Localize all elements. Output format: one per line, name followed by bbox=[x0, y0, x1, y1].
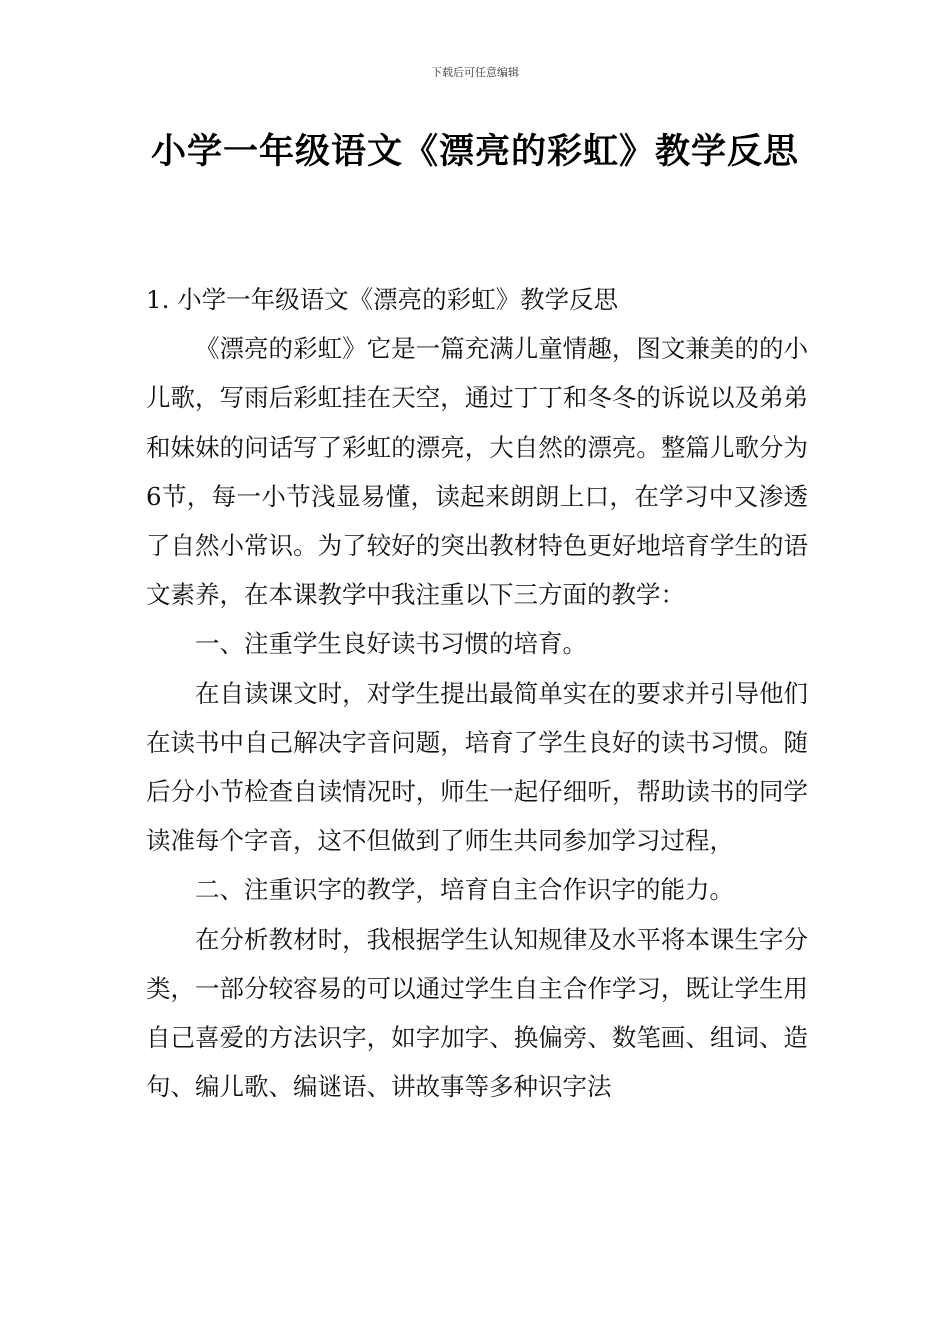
document-body bbox=[146, 275, 808, 1111]
paragraph-intro: 《漂亮的彩虹》它是一篇充满儿童情趣，图文兼美的的小儿歌，写雨后彩虹挂在天空，通过丁丁和冬冬的诉说以及弟弟和妹妹的问话写了彩虹的漂亮，大自然的漂亮。整篇儿歌分为6节，每一小节浅显易懂，读起来朗朗上口，在学习中又渗透了自然小常识。为了较好的突出教材特色更好地培育学生的语文素养，在本课教学中我注重以下三方面的教学： bbox=[146, 334, 808, 610]
paragraph-reading-habits: 在自读课文时，对学生提出最简单实在的要求并引导他们在读书中自己解决字音问题，培育了学生良好的读书习惯。随后分小节检查自读情况时，师生一起仔细听，帮助读书的同学读准每个字音，这不但做到了师生共同参加学习过程， bbox=[146, 678, 808, 856]
subheading-reading-habits: 一、注重学生良好读书习惯的培育。 bbox=[195, 629, 587, 659]
document-title: 小学一年级语文《漂亮的彩虹》教学反思 bbox=[150, 132, 799, 172]
paragraph-literacy: 在分析教材时，我根据学生认知规律及水平将本课生字分类，一部分较容易的可以通过学生自主合作学习，既让学生用自己喜爱的方法识字，如字加字、换偏旁、数笔画、组词、造句、编儿歌、编谜语、讲故事等多种识字法 bbox=[146, 924, 808, 1102]
subheading-literacy: 二、注重识字的教学，培育自主合作识字的能力。 bbox=[195, 875, 734, 905]
section-title: 1. 小学一年级语文《漂亮的彩虹》教学反思 bbox=[146, 285, 619, 314]
header-note: 下载后可任意编辑 bbox=[431, 66, 519, 79]
